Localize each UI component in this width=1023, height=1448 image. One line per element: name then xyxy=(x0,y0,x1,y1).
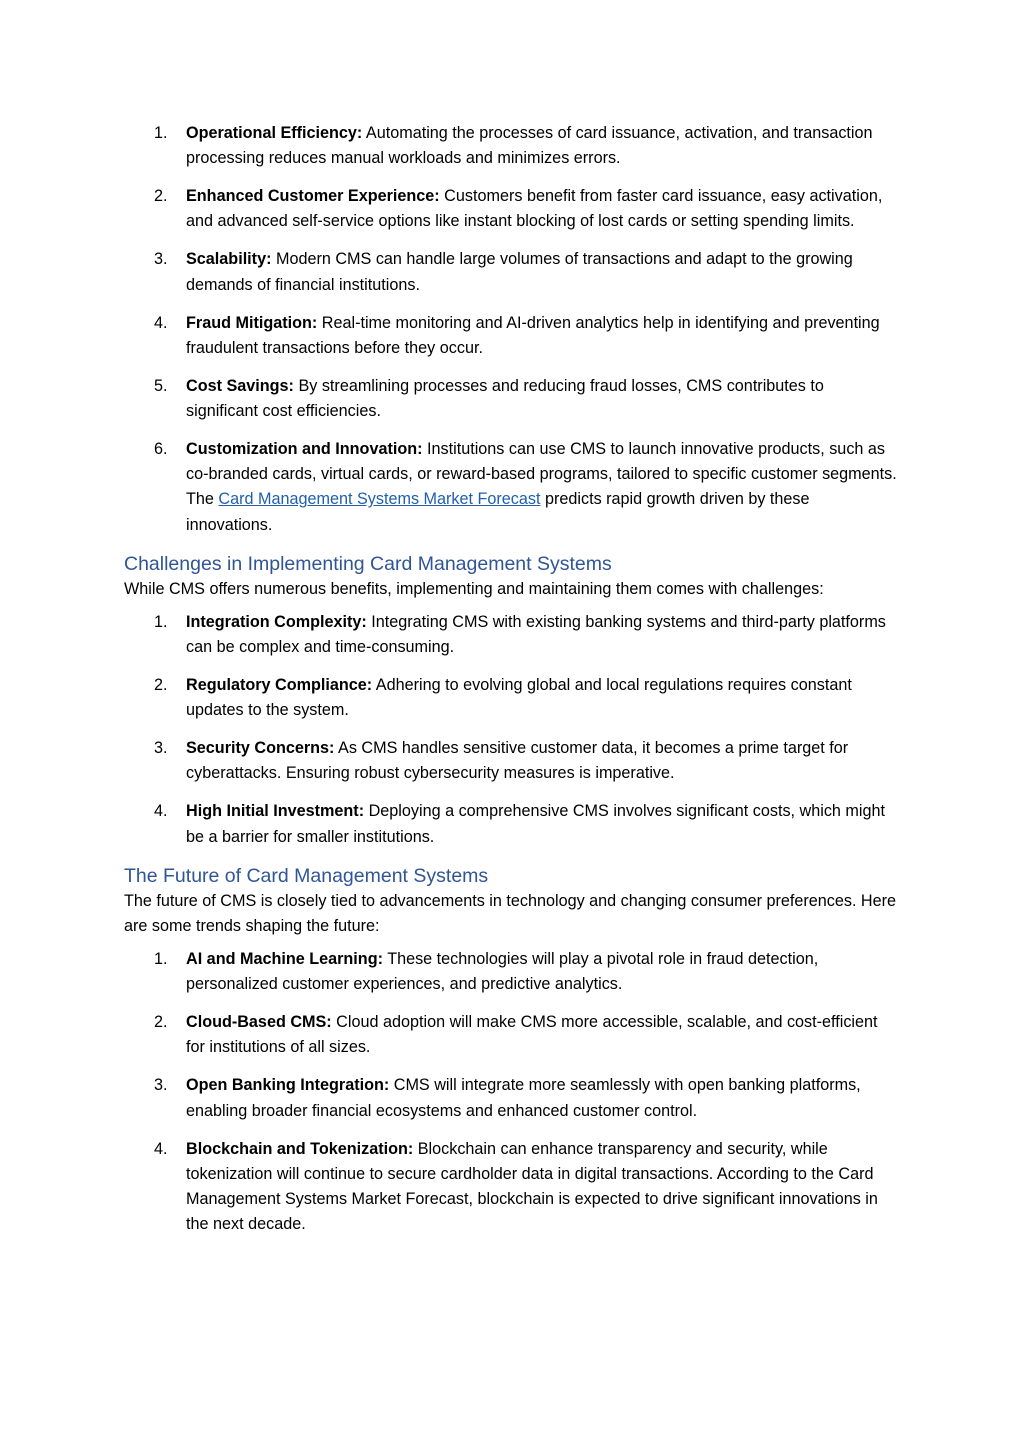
market-forecast-link[interactable]: Card Management Systems Market Forecast xyxy=(218,490,541,509)
list-text: Integrating CMS with existing banking systems and third-party platforms can be complex and time-consuming. xyxy=(186,612,886,657)
list-text: Customers benefit from faster card issuance, easy activation, and advanced self-service options like instant blocking of lost cards or setting spending limits. xyxy=(186,187,883,231)
list-number: 2. xyxy=(154,1013,168,1032)
list-text: Institutions can use CMS to launch innovative products, such as co-branded cards, virtual cards, or reward-based programs, tailored to specific customer segments. The xyxy=(186,440,897,509)
list-number: 1. xyxy=(154,612,168,631)
list-term: AI and Machine Learning: xyxy=(186,950,383,969)
list-text: Modern CMS can handle large volumes of transactions and adapt to the growing demands of financial institutions. xyxy=(186,250,853,294)
list-number: 4. xyxy=(154,802,168,821)
list-text: Deploying a comprehensive CMS involves significant costs, which might be a barrier for smaller institutions. xyxy=(186,802,886,846)
challenges-heading: Challenges in Implementing Card Management Systems xyxy=(124,552,612,575)
list-item xyxy=(124,437,897,538)
list-number: 5. xyxy=(154,376,168,395)
list-text: These technologies will play a pivotal role in fraud detection, personalized customer experiences, and predictive analytics. xyxy=(186,950,819,994)
list-item xyxy=(124,673,897,723)
challenges-list xyxy=(124,610,897,850)
list-number: 4. xyxy=(154,313,168,332)
list-item xyxy=(124,1073,897,1123)
list-term: Security Concerns: xyxy=(186,739,335,758)
list-term: Enhanced Customer Experience: xyxy=(186,187,440,206)
list-term: Customization and Innovation: xyxy=(186,440,423,459)
list-item xyxy=(124,610,897,660)
list-text: Blockchain can enhance transparency and security, while tokenization will continue to secure cardholder data in digital transactions. According to the Card Management Systems Market Forecast, blockchain is expected to drive significant innovations in the next decade. xyxy=(186,1139,878,1234)
list-item xyxy=(124,121,897,171)
list-term: High Initial Investment: xyxy=(186,802,365,821)
list-number: 3. xyxy=(154,739,168,758)
list-item xyxy=(124,247,897,297)
list-number: 3. xyxy=(154,250,168,269)
list-item xyxy=(124,1010,897,1060)
list-item xyxy=(124,1137,897,1238)
list-text: By streamlining processes and reducing fraud losses, CMS contributes to significant cost efficiencies. xyxy=(186,376,824,421)
list-number: 2. xyxy=(154,676,168,695)
list-item xyxy=(124,947,897,997)
list-text: CMS will integrate more seamlessly with open banking platforms, enabling broader financial ecosystems and enhanced customer control. xyxy=(186,1076,861,1120)
list-text: Adhering to evolving global and local regulations requires constant updates to the system. xyxy=(186,676,852,720)
list-text: As CMS handles sensitive customer data, it becomes a prime target for cyberattacks. Ensuring robust cybersecurity measures is imperative. xyxy=(186,739,849,783)
list-text: Automating the processes of card issuance, activation, and transaction processing reduces manual workloads and minimizes errors. xyxy=(186,124,873,168)
list-term: Cloud-Based CMS: xyxy=(186,1013,332,1032)
list-item xyxy=(124,311,897,361)
list-term: Scalability: xyxy=(186,250,272,269)
list-number: 1. xyxy=(154,950,168,969)
future-heading: The Future of Card Management Systems xyxy=(124,864,489,887)
list-term: Cost Savings: xyxy=(186,376,294,395)
list-item xyxy=(124,184,897,234)
list-term: Open Banking Integration: xyxy=(186,1076,390,1095)
benefits-list xyxy=(124,121,897,538)
challenges-intro: While CMS offers numerous benefits, implementing and maintaining them comes with challenges: xyxy=(124,579,824,598)
list-term: Fraud Mitigation: xyxy=(186,313,318,332)
list-text: predicts rapid growth driven by these innovations. xyxy=(186,490,810,534)
future-intro: The future of CMS is closely tied to advancements in technology and changing consumer preferences. Here are some trends shaping the future: xyxy=(124,891,897,935)
list-text: Real-time monitoring and AI-driven analytics help in identifying and preventing fraudulent transactions before they occur. xyxy=(186,313,880,357)
list-number: 4. xyxy=(154,1139,168,1158)
list-number: 2. xyxy=(154,187,168,206)
list-number: 3. xyxy=(154,1076,168,1095)
future-list xyxy=(124,947,897,1237)
list-item xyxy=(124,799,897,849)
list-term: Integration Complexity: xyxy=(186,612,367,631)
list-number: 1. xyxy=(154,124,168,142)
list-term: Operational Efficiency: xyxy=(186,124,363,142)
list-term: Blockchain and Tokenization: xyxy=(186,1139,414,1158)
list-item xyxy=(124,374,897,424)
list-number: 6. xyxy=(154,440,168,459)
list-item xyxy=(124,736,897,786)
list-text: Cloud adoption will make CMS more accessible, scalable, and cost-efficient for institutions of all sizes. xyxy=(186,1013,878,1057)
list-term: Regulatory Compliance: xyxy=(186,676,373,695)
